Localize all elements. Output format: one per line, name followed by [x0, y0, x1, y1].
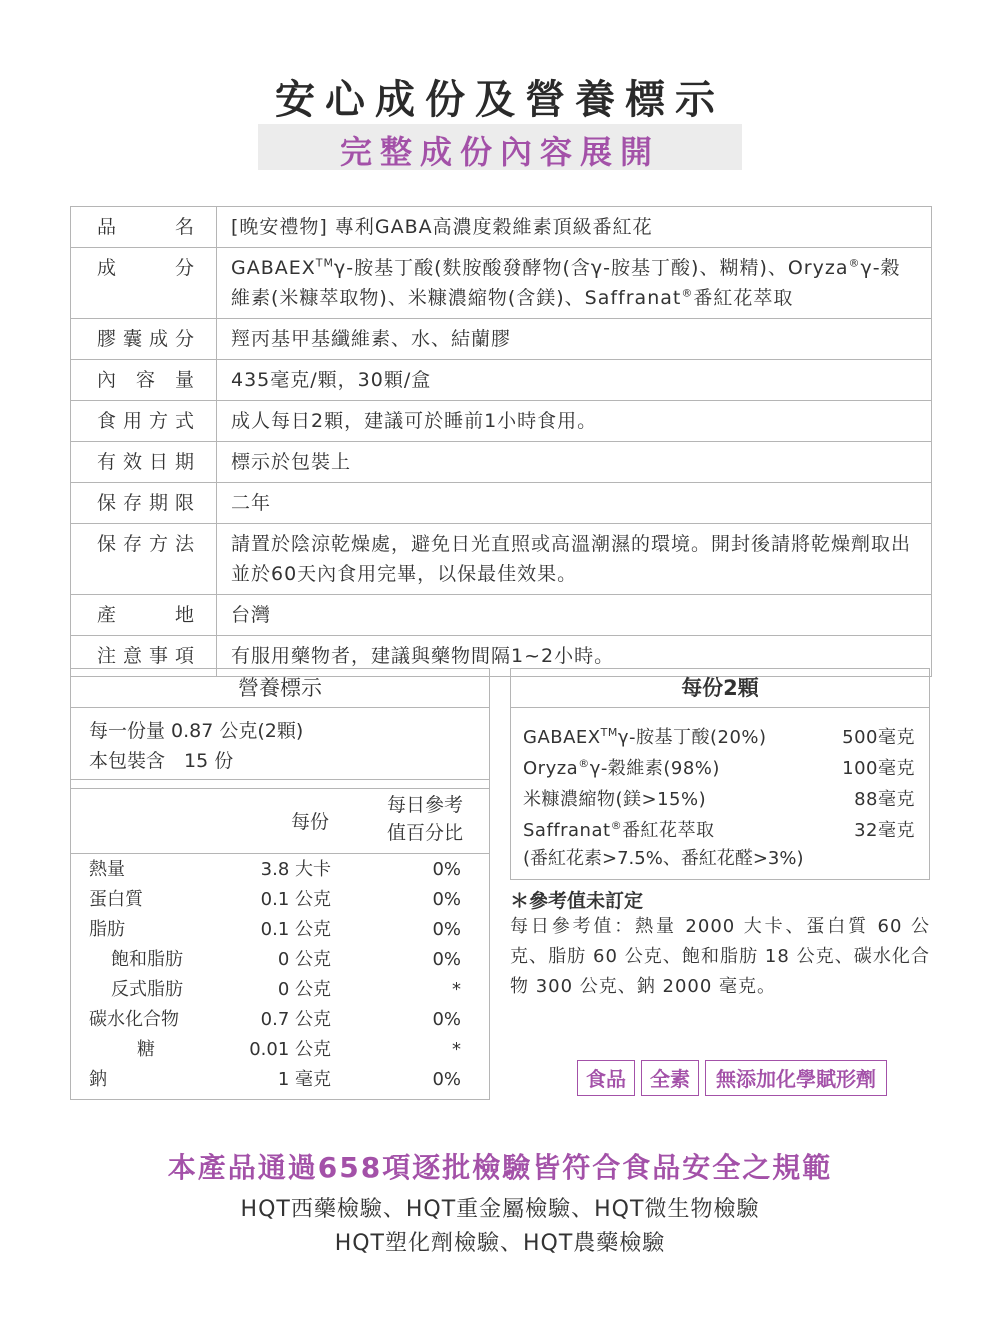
page-title: 安心成份及營養標示	[275, 77, 725, 123]
ingredient-name	[523, 815, 715, 846]
spec-label-char: 方	[148, 410, 168, 432]
nutrient-name: 飽和脂肪	[111, 949, 183, 970]
ingredient-name	[523, 722, 767, 753]
spec-label	[71, 248, 217, 318]
nutrient-amount: 0.01 公克	[249, 1039, 331, 1060]
spec-label-char: 存	[122, 533, 142, 555]
nutrient-name: 脂肪	[89, 919, 125, 940]
spec-value-part: ®	[848, 256, 861, 270]
ingredient-name-part: 米糠濃縮物(鎂>15%)	[523, 789, 707, 810]
ingredient-name	[523, 784, 706, 815]
spec-value: 二年	[231, 492, 272, 514]
ingredient-row	[523, 753, 915, 784]
serving-size: 每一份量 0.87 公克(2顆)	[89, 720, 304, 742]
spec-row	[71, 441, 931, 482]
spec-label-char: 品	[97, 216, 117, 238]
ingredient-name-part: γ-穀維素(98%)	[589, 758, 720, 779]
spec-label-char: 囊	[122, 328, 142, 350]
reference-note-title: ＊參考值未訂定	[510, 890, 644, 912]
page-subtitle: 完整成份內容展開	[339, 133, 660, 171]
product-spec-table	[70, 206, 932, 677]
certification-badges	[577, 1060, 887, 1096]
spec-label-char: 內	[97, 369, 117, 391]
spec-value	[217, 248, 931, 318]
ingredient-name-part: Saffranat	[523, 820, 611, 841]
nutrient-amount: 0.7 公克	[260, 1009, 331, 1030]
nutrient-daily-value: 0%	[432, 859, 461, 880]
spec-value: 成人每日2顆，建議可於睡前1小時食用。	[231, 410, 598, 432]
ingredient-row	[523, 722, 915, 753]
spec-label-char: 有	[97, 451, 117, 473]
spec-value-part: TM	[315, 256, 334, 270]
spec-label-char: 用	[122, 410, 142, 432]
spec-label-char: 容	[135, 369, 155, 391]
nutrient-amount: 0.1 公克	[260, 889, 331, 910]
spec-row	[71, 207, 931, 247]
nutrient-daily-value: 0%	[432, 919, 461, 940]
spec-label-char: 事	[148, 645, 168, 667]
spec-label-char: 成	[97, 257, 117, 279]
spec-label	[71, 524, 217, 594]
daily-value-label-line1: 每日參考	[386, 794, 463, 816]
ingredient-name-part: ®	[578, 757, 590, 770]
nutrient-name: 糖	[137, 1039, 155, 1060]
nutrient-name: 熱量	[89, 859, 125, 880]
spec-value: 請置於陰涼乾燥處，避免日光直照或高溫潮濕的環境。開封後請將乾燥劑取出並於60天內食用完畢，以保最佳效果。	[231, 533, 912, 585]
nutrition-title: 營養標示	[71, 669, 489, 708]
spec-label-char: 日	[148, 451, 168, 473]
spec-value: [晚安禮物] 專利GABA高濃度穀維素頂級番紅花	[231, 216, 653, 238]
per-serving-title: 每份2顆	[511, 669, 929, 708]
spec-value: 標示於包裝上	[231, 451, 352, 473]
nutrition-facts-panel	[70, 668, 490, 1100]
nutrient-amount: 0 公克	[277, 949, 331, 970]
nutrient-daily-value: 0%	[432, 1009, 461, 1030]
per-serving-column-label: 每份	[291, 811, 330, 833]
servings-per-pack: 本包裝含 15 份	[89, 750, 234, 772]
nutrition-row	[71, 1005, 489, 1035]
spec-label-char: 方	[148, 533, 168, 555]
spec-value-part: ®	[681, 286, 694, 300]
per-serving-rows	[511, 708, 929, 872]
ingredient-name	[523, 753, 720, 784]
reference-note-text: 每日參考值：熱量 2000 大卡、蛋白質 60 公克、脂肪 60 公克、飽和脂肪 18 公克、碳水化合物 300 公克、鈉 2000 毫克。	[510, 916, 930, 997]
ingredient-name-part: ®	[610, 819, 623, 832]
spec-label-char: 項	[174, 645, 194, 667]
nutrition-row	[71, 915, 489, 945]
saffron-note: (番紅花素>7.5%、番紅花醛>3%)	[523, 848, 804, 869]
ingredient-amount: 500毫克	[842, 727, 915, 748]
spec-row	[71, 482, 931, 523]
spec-value-part: γ-穀維素(米糠萃取物)、米糠濃縮物(含鎂)、Saffranat	[231, 257, 901, 309]
badge: 無添加化學賦形劑	[705, 1060, 887, 1096]
spec-row	[71, 318, 931, 359]
nutrient-name: 碳水化合物	[89, 1009, 179, 1030]
spec-label-char: 食	[97, 410, 117, 432]
nutrient-daily-value: 0%	[432, 949, 461, 970]
nutrition-row	[71, 1035, 489, 1065]
spec-label	[71, 319, 217, 359]
badge: 全素	[641, 1060, 699, 1096]
footer-headline: 本產品通過658項逐批檢驗皆符合食品安全之規範	[167, 1151, 833, 1184]
nutrition-serving-info	[71, 708, 489, 780]
nutrition-row	[71, 1065, 489, 1095]
spec-label	[71, 483, 217, 523]
spec-value-part: γ-胺基丁酸(麩胺酸發酵物(含γ-胺基丁酸)、糊精)、Oryza	[334, 257, 849, 279]
ingredient-name-part: 番紅花萃取	[622, 820, 715, 841]
spec-label-char: 成	[148, 328, 168, 350]
spec-label-char: 限	[174, 492, 194, 514]
spec-label	[71, 401, 217, 441]
nutrient-amount: 1 毫克	[277, 1069, 331, 1090]
spec-label-char: 存	[122, 492, 142, 514]
nutrient-daily-value: 0%	[432, 1069, 461, 1090]
ingredient-name-part: Oryza	[523, 758, 579, 779]
spec-label-char: 地	[174, 604, 194, 626]
nutrition-column-header	[71, 788, 489, 854]
spec-label-char: 法	[174, 533, 194, 555]
spec-value: 羥丙基甲基纖維素、水、結蘭膠	[231, 328, 512, 350]
spec-row	[71, 247, 931, 318]
ingredient-name-part: TM	[600, 726, 618, 739]
spec-label-char: 效	[122, 451, 142, 473]
spec-label-char: 式	[174, 410, 194, 432]
spec-value: 有服用藥物者，建議與藥物間隔1~2小時。	[231, 645, 615, 667]
spec-label-char: 分	[174, 257, 194, 279]
nutrition-rows	[71, 855, 489, 1095]
spec-label	[71, 595, 217, 635]
spec-row	[71, 359, 931, 400]
spec-label-char: 保	[97, 492, 117, 514]
nutrient-amount: 0.1 公克	[260, 919, 331, 940]
spec-label-char: 期	[148, 492, 168, 514]
spec-label-char: 期	[174, 451, 194, 473]
spec-value-part: GABAEX	[231, 257, 316, 279]
footer-tests-line2: HQT塑化劑檢驗、HQT農藥檢驗	[334, 1231, 666, 1256]
spec-label	[71, 360, 217, 400]
nutrient-amount: 3.8 大卡	[260, 859, 331, 880]
spec-label	[71, 442, 217, 482]
spec-label-char: 產	[97, 604, 117, 626]
spec-label-char: 保	[97, 533, 117, 555]
spec-row	[71, 400, 931, 441]
spec-row	[71, 523, 931, 594]
spec-value: 台灣	[231, 604, 272, 626]
nutrient-amount: 0 公克	[277, 979, 331, 1000]
nutrient-daily-value: *	[452, 979, 461, 1000]
spec-label-char: 意	[122, 645, 142, 667]
spec-label-char: 名	[174, 216, 194, 238]
spec-label	[71, 207, 217, 247]
spec-row	[71, 594, 931, 635]
per-serving-panel	[510, 668, 930, 880]
ingredient-amount: 32毫克	[854, 820, 915, 841]
spec-label-char: 分	[174, 328, 194, 350]
spec-label-char: 注	[97, 645, 117, 667]
nutrient-daily-value: 0%	[432, 889, 461, 910]
spec-label-char: 膠	[97, 328, 117, 350]
ingredient-name-part: γ-胺基丁酸(20%)	[617, 727, 767, 748]
daily-value-column-label	[375, 791, 475, 847]
nutrition-row	[71, 885, 489, 915]
ingredient-row	[523, 815, 915, 846]
nutrient-name: 反式脂肪	[111, 979, 183, 1000]
nutrition-row	[71, 855, 489, 885]
nutrient-name: 鈉	[89, 1069, 107, 1090]
nutrition-row	[71, 975, 489, 1005]
ingredient-amount: 100毫克	[842, 758, 915, 779]
ingredient-name-part: GABAEX	[523, 727, 601, 748]
ingredient-amount: 88毫克	[854, 789, 915, 810]
spec-value: 435毫克/顆，30顆/盒	[231, 369, 432, 391]
nutrient-daily-value: *	[452, 1039, 461, 1060]
badge: 食品	[577, 1060, 635, 1096]
ingredient-row	[523, 784, 915, 815]
spec-value-part: 番紅花萃取	[693, 287, 794, 309]
nutrition-row	[71, 945, 489, 975]
spec-label-char: 量	[174, 369, 194, 391]
nutrient-name: 蛋白質	[89, 889, 143, 910]
footer-tests-line1: HQT西藥檢驗、HQT重金屬檢驗、HQT微生物檢驗	[240, 1197, 760, 1222]
daily-value-label-line2: 值百分比	[386, 822, 463, 844]
